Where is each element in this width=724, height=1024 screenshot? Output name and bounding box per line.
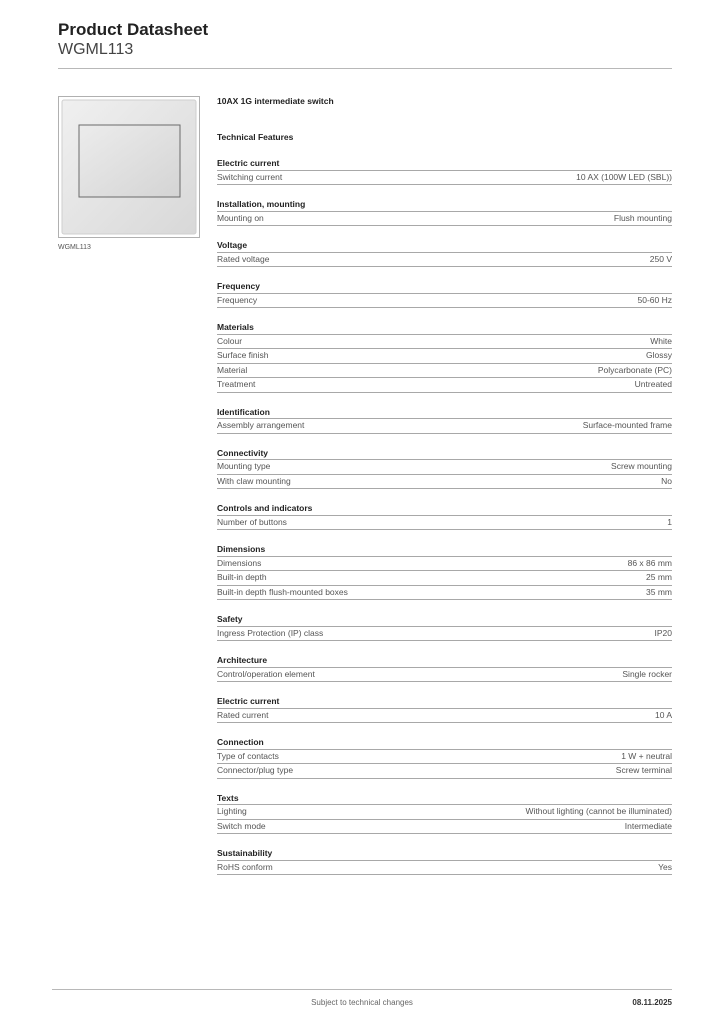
spec-value: White	[650, 335, 672, 346]
spec-value: 10 A	[654, 709, 672, 720]
section-title: Safety	[217, 613, 672, 627]
footer-date: 08.11.2025	[632, 998, 672, 1007]
spec-row	[217, 557, 672, 572]
spec-row	[217, 820, 672, 835]
spec-value: No	[661, 475, 672, 486]
spec-sections	[217, 157, 672, 875]
spec-value: 1 W + neutral	[621, 750, 672, 761]
spec-label: Rated voltage	[217, 253, 270, 264]
spec-row	[217, 571, 672, 586]
spec-value: Yes	[658, 861, 672, 872]
spec-section	[217, 502, 672, 530]
spec-row	[217, 709, 672, 724]
spec-section	[217, 613, 672, 641]
spec-value: Intermediate	[624, 820, 672, 831]
section-title: Materials	[217, 321, 672, 335]
section-title: Electric current	[217, 157, 672, 171]
datasheet-content	[217, 95, 672, 875]
spec-value: 86 x 86 mm	[627, 557, 672, 568]
spec-row	[217, 171, 672, 186]
spec-row	[217, 294, 672, 309]
spec-value: Screw terminal	[615, 765, 672, 775]
spec-row	[217, 805, 672, 820]
spec-value: Polycarbonate (PC)	[597, 364, 672, 375]
spec-section	[217, 654, 672, 682]
footer-note: Subject to technical changes	[311, 998, 413, 1007]
spec-value: 10 AX (100W LED (SBL))	[576, 171, 672, 182]
product-code: WGML113	[58, 41, 134, 58]
product-image	[58, 96, 200, 238]
spec-row	[217, 627, 672, 642]
spec-value: Glossy	[646, 350, 672, 360]
spec-label: Assembly arrangement	[217, 420, 305, 430]
spec-section	[217, 736, 672, 779]
spec-section	[217, 792, 672, 835]
spec-label: With claw mounting	[217, 475, 291, 486]
section-title: Identification	[217, 406, 672, 420]
spec-value: Untreated	[634, 379, 672, 389]
section-title: Connectivity	[217, 447, 672, 461]
section-title: Controls and indicators	[217, 502, 672, 516]
spec-row	[217, 516, 672, 531]
spec-label: Number of buttons	[217, 516, 287, 527]
spec-label: Mounting type	[217, 461, 271, 471]
product-name: 10AX 1G intermediate switch	[217, 96, 334, 106]
spec-label: Treatment	[217, 379, 256, 389]
spec-label: Type of contacts	[217, 750, 279, 761]
spec-label: Mounting on	[217, 212, 264, 223]
spec-value: Without lighting (cannot be illuminated)	[525, 806, 672, 816]
section-title: Texts	[217, 792, 672, 806]
spec-value: IP20	[654, 627, 672, 638]
section-title: Sustainability	[217, 847, 672, 861]
document-title: Product Datasheet	[58, 20, 209, 39]
spec-label: Built-in depth	[217, 572, 267, 582]
spec-value: 25 mm	[646, 572, 672, 582]
spec-row	[217, 364, 672, 379]
page-header	[58, 20, 208, 60]
spec-row	[217, 750, 672, 765]
spec-value: 50-60 Hz	[637, 294, 672, 305]
spec-label: Ingress Protection (IP) class	[217, 627, 324, 638]
spec-value: 1	[667, 516, 672, 527]
spec-label: Switch mode	[217, 820, 266, 831]
spec-row	[217, 378, 672, 393]
spec-section	[217, 406, 672, 434]
spec-label: Surface finish	[217, 350, 269, 360]
spec-row	[217, 764, 672, 779]
spec-value: Surface-mounted frame	[582, 420, 672, 430]
spec-section	[217, 280, 672, 308]
section-title: Connection	[217, 736, 672, 750]
spec-section	[217, 447, 672, 490]
spec-label: Lighting	[217, 806, 247, 816]
spec-row	[217, 861, 672, 876]
spec-row	[217, 335, 672, 350]
spec-label: Connector/plug type	[217, 765, 294, 775]
spec-row	[217, 253, 672, 268]
spec-section	[217, 695, 672, 723]
spec-label: Colour	[217, 335, 243, 346]
spec-value: Screw mounting	[611, 461, 672, 471]
section-title: Architecture	[217, 654, 672, 668]
footer-divider	[52, 989, 672, 990]
spec-row	[217, 586, 672, 601]
spec-label: Material	[217, 364, 248, 375]
technical-features-heading: Technical Features	[217, 132, 294, 142]
spec-value: Single rocker	[622, 668, 672, 679]
spec-section	[217, 543, 672, 600]
spec-row	[217, 212, 672, 227]
section-title: Electric current	[217, 695, 672, 709]
spec-section	[217, 157, 672, 185]
section-title: Installation, mounting	[217, 198, 672, 212]
spec-row	[217, 460, 672, 475]
spec-row	[217, 349, 672, 364]
spec-section	[217, 239, 672, 267]
spec-row	[217, 668, 672, 683]
section-title: Voltage	[217, 239, 672, 253]
spec-section	[217, 198, 672, 226]
spec-label: RoHS conform	[217, 861, 273, 872]
spec-label: Rated current	[217, 709, 269, 720]
switch-illustration	[59, 97, 199, 237]
spec-value: 35 mm	[646, 586, 672, 597]
header-divider	[58, 68, 672, 69]
spec-row	[217, 419, 672, 434]
spec-value: Flush mounting	[613, 212, 672, 223]
image-caption: WGML113	[58, 244, 91, 251]
spec-label: Frequency	[217, 294, 258, 305]
spec-label: Switching current	[217, 171, 283, 182]
spec-label: Dimensions	[217, 557, 262, 568]
spec-label: Built-in depth flush-mounted boxes	[217, 586, 348, 597]
section-title: Frequency	[217, 280, 672, 294]
spec-section	[217, 321, 672, 393]
section-title: Dimensions	[217, 543, 672, 557]
spec-section	[217, 847, 672, 875]
spec-value: 250 V	[649, 253, 672, 264]
spec-row	[217, 475, 672, 490]
spec-label: Control/operation element	[217, 668, 315, 679]
